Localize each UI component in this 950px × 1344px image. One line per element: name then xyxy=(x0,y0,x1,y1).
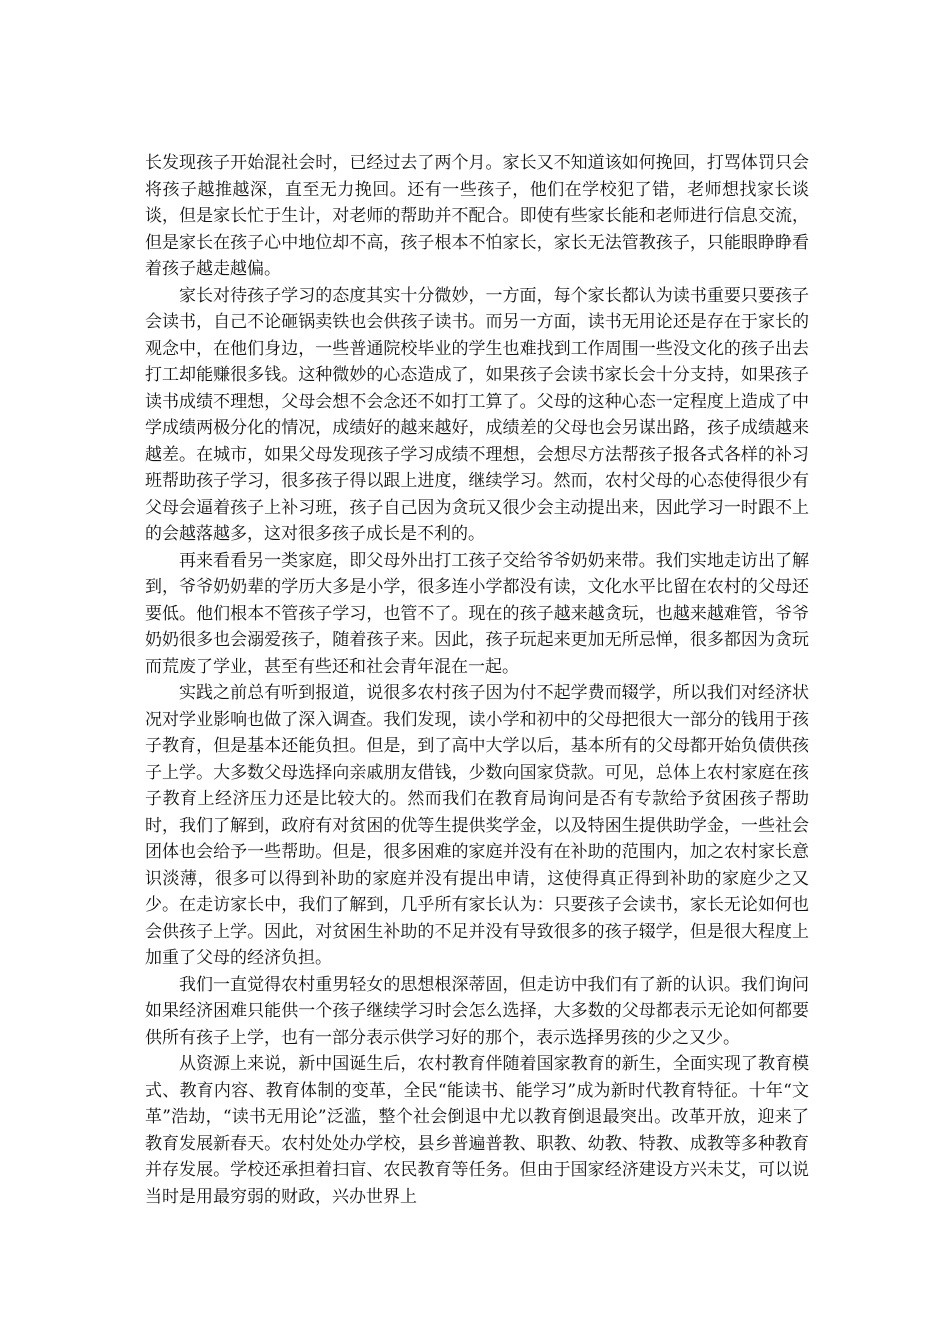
paragraph-gender-views: 我们一直觉得农村重男轻女的思想根深蒂固，但走访中我们有了新的认识。我们询问如果经济困难只能供一个孩子继续学习时会怎么选择，大多数的父母都表示无论如何都要供所有孩子上学，也有一部分表示供学习好的那个，表示选择男孩的少之又少。 xyxy=(145,974,809,1048)
paragraph-economic-survey: 实践之前总有听到报道，说很多农村孩子因为付不起学费而辍学，所以我们对经济状况对学业影响也做了深入调查。我们发现，读小学和初中的父母把很大一部分的钱用于孩子教育，但是基本还能负担。但是，到了高中大学以后，基本所有的父母都开始负债供孩子上学。大多数父母选择向亲戚朋友借钱，少数向国家贷款。可见，总体上农村家庭在孩子教育上经济压力还是比较大的。然而我们在教育局询问是否有专款给予贫困孩子帮助时，我们了解到，政府有对贫困的优等生提供奖学金，以及特困生提供助学金，一些社会团体也会给予一些帮助。但是，很多困难的家庭并没有在补助的范围内，加之农村家长意识淡薄，很多可以得到补助的家庭并没有提出申请，这使得真正得到补助的家庭少之又少。在走访家长中，我们了解到，几乎所有家长认为：只要孩子会读书，家长无论如何也会供孩子上学。因此，对贫困生补助的不足并没有导致很多的孩子辍学，但是很大程度上加重了父母的经济负担。 xyxy=(145,683,809,968)
document-page xyxy=(145,150,809,1210)
paragraph-resources: 从资源上来说，新中国诞生后，农村教育伴随着国家教育的新生，全面实现了教育模式、教育内容、教育体制的变革，全民“能读书、能学习”成为新时代教育特征。十年“文革”浩劫，“读书无用论”泛滥，整个社会倒退中尤以教育倒退最突出。改革开放，迎来了教育发展新春天。农村处处办学校，县乡普遍普教、职教、幼教、特教、成教等多种教育并存发展。学校还承担着扫盲、农民教育等任务。但由于国家经济建设方兴未艾，可以说当时是用最穷弱的财政，兴办世界上 xyxy=(145,1054,809,1207)
paragraph-grandparents: 再来看看另一类家庭，即父母外出打工孩子交给爷爷奶奶来带。我们实地走访出了解到，爷爷奶奶辈的学历大多是小学，很多连小学都没有读，文化水平比留在农村的父母还要低。他们根本不管孩子学习，也管不了。现在的孩子越来越贪玩，也越来越难管，爷爷奶奶很多也会溺爱孩子，随着孩子来。因此，孩子玩起来更加无所忌惮，很多都因为贪玩而荒废了学业，甚至有些还和社会青年混在一起。 xyxy=(145,550,809,677)
paragraph-parent-attitude: 家长对待孩子学习的态度其实十分微妙，一方面，每个家长都认为读书重要只要孩子会读书，自己不论砸锅卖铁也会供孩子读书。而另一方面，读书无用论还是存在于家长的观念中，在他们身边，一些普通院校毕业的学生也难找到工作周围一些没文化的孩子出去打工却能赚很多钱。这种微妙的心态造成了，如果孩子会读书家长会十分支持，如果孩子读书成绩不理想，父母会想不会念还不如打工算了。父母的这种心态一定程度上造成了中学成绩两极分化的情况，成绩好的越来越好，成绩差的父母也会另谋出路，孩子成绩越来越差。在城市，如果父母发现孩子学习成绩不理想，会想尽方法帮孩子报各式各样的补习班帮助孩子学习，很多孩子得以跟上进度，继续学习。然而，农村父母的心态使得很少有父母会逼着孩子上补习班，孩子自己因为贪玩又很少会主动提出来，因此学习一时跟不上的会越落越多，这对很多孩子成长是不利的。 xyxy=(145,285,809,544)
paragraph-continuation: 长发现孩子开始混社会时，已经过去了两个月。家长又不知道该如何挽回，打骂体罚只会将孩子越推越深，直至无力挽回。还有一些孩子，他们在学校犯了错，老师想找家长谈谈，但是家长忙于生计，对老师的帮助并不配合。即使有些家长能和老师进行信息交流，但是家长在孩子心中地位却不高，孩子根本不怕家长，家长无法管教孩子，只能眼睁睁看着孩子越走越偏。 xyxy=(145,153,809,279)
